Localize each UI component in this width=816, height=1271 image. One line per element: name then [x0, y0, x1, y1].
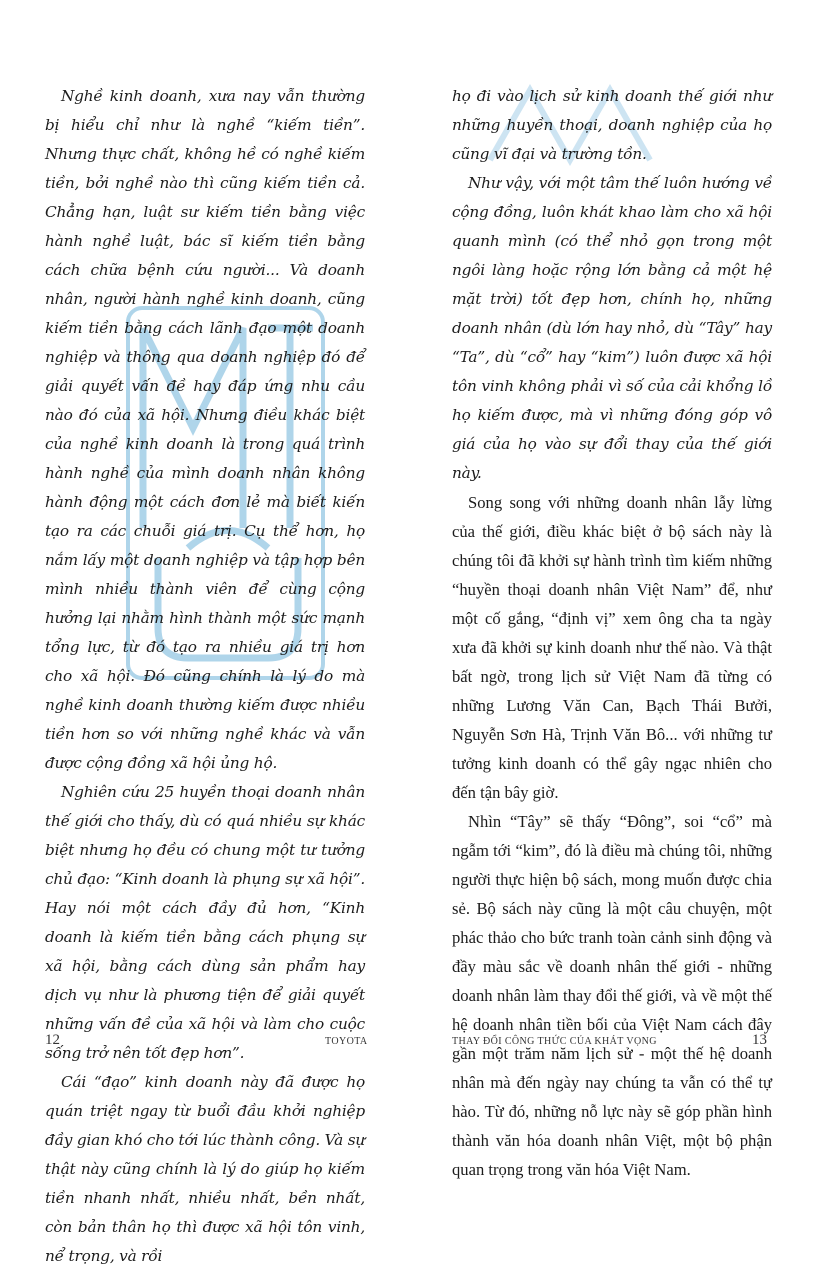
- running-head-left: TOYOTA: [325, 1036, 368, 1047]
- right-paragraph: Nhìn “Tây” sẽ thấy “Đông”, soi “cổ” mà ngẫm tới “kim”, đó là điều mà chúng tôi, những người thực hiện bộ sách, mong muốn được chia sẻ. Bộ sách này cũng là một câu chuyện, một phác thảo cho bức tranh toàn cảnh sinh động và đầy màu sắc về doanh nhân thế giới - những doanh nhân làm thay đổi thế giới, và về một thế hệ doanh nhân tiền bối của Việt Nam cách đây gần một trăm năm lịch sử - một thế hệ doanh nhân mà đến ngày nay chúng ta vẫn có thể tự hào. Từ đó, những nỗ lực này sẽ góp phần hình thành văn hóa doanh nhân Việt, một bộ phận quan trọng trong văn hóa Việt Nam.: [452, 812, 772, 1179]
- left-page-column: [45, 82, 365, 1271]
- left-paragraph: Nghiên cứu 25 huyền thoại doanh nhân thế giới cho thấy, dù có quá nhiều sự khác biệt nhưng họ đều có chung một tư tưởng chủ đạo: “Kinh doanh là phụng sự xã hội”. Hay nói một cách đầy đủ hơn, “Kinh doanh là kiếm tiền bằng cách phụng sự xã hội, bằng cách dùng sản phẩm hay dịch vụ như là phương tiện để giải quyết những vấn đề của xã hội và làm cho cuộc sống trở nên tốt đẹp hơn”.: [45, 783, 365, 1062]
- right-paragraph: Song song với những doanh nhân lẫy lừng của thế giới, điều khác biệt ở bộ sách này là chúng tôi đã khởi sự hành trình tìm kiếm những “huyền thoại doanh nhân Việt Nam” để, như một cố gắng, “định vị” xem ông cha ta ngày xưa đã khởi sự kinh doanh như thế nào. Và thật bất ngờ, trong lịch sử Việt Nam đã từng có những Lương Văn Can, Bạch Thái Bưởi, Nguyễn Sơn Hà, Trịnh Văn Bô... với những tư tưởng kinh doanh có thể gây ngạc nhiên cho đến tận bây giờ.: [452, 493, 772, 802]
- right-paragraph: họ đi vào lịch sử kinh doanh thế giới như những huyền thoại, doanh nghiệp của họ cũng vĩ đại và trường tồn.: [452, 87, 772, 163]
- right-paragraph: Như vậy, với một tâm thế luôn hướng về cộng đồng, luôn khát khao làm cho xã hội quanh mình (có thể nhỏ gọn trong một ngôi làng hoặc rộng lớn bằng cả một hệ mặt trời) tốt đẹp hơn, chính họ, những doanh nhân (dù lớn hay nhỏ, dù “Tây” hay “Ta”, dù “cổ” hay “kim”) luôn được xã hội tôn vinh không phải vì số của cải khổng lồ họ kiếm được, mà vì những đóng góp vô giá của họ vào sự đổi thay của thế giới này.: [452, 174, 772, 482]
- page-number-left: 12: [45, 1032, 60, 1048]
- left-paragraph: Nghề kinh doanh, xưa nay vẫn thường bị hiểu chỉ như là nghề “kiếm tiền”. Nhưng thực chất, không hề có nghề kiếm tiền, bởi nghề nào thì cũng kiếm tiền cả. Chẳng hạn, luật sư kiếm tiền bằng việc hành nghề luật, bác sĩ kiếm tiền bằng cách chữa bệnh cứu người... Và doanh nhân, người hành nghề kinh doanh, cũng kiếm tiền bằng cách lãnh đạo một doanh nghiệp và thông qua doanh nghiệp đó để giải quyết vấn đề hay đáp ứng nhu cầu nào đó của xã hội. Nhưng điều khác biệt của nghề kinh doanh là trong quá trình hành nghề của mình doanh nhân không hành động một cách đơn lẻ mà biết kiến tạo ra các chuỗi giá trị. Cụ thể hơn, họ nắm lấy một doanh nghiệp và tập hợp bên mình nhiều thành viên để cùng cộng hưởng lại nhằm hình thành một sức mạnh tổng lực, từ đó tạo ra nhiều giá trị hơn cho xã hội. Đó cũng chính là lý do mà nghề kinh doanh thường kiếm được nhiều tiền hơn so với những nghề khác và vẫn được cộng đồng xã hội ủng hộ.: [45, 87, 365, 772]
- left-paragraph: Cái “đạo” kinh doanh này đã được họ quán triệt ngay từ buổi đầu khởi nghiệp đầy gian khó cho tới lúc thành công. Và sự thật này cũng chính là lý do giúp họ kiếm tiền nhanh nhất, nhiều nhất, bền nhất, còn bản thân họ thì được xã hội tôn vinh, nể trọng, và rồi: [45, 1073, 365, 1265]
- right-page-column: [452, 82, 772, 1184]
- page-number-right: 13: [752, 1032, 767, 1048]
- running-head-right: THAY ĐỔI CÔNG THỨC CỦA KHÁT VỌNG: [452, 1036, 657, 1047]
